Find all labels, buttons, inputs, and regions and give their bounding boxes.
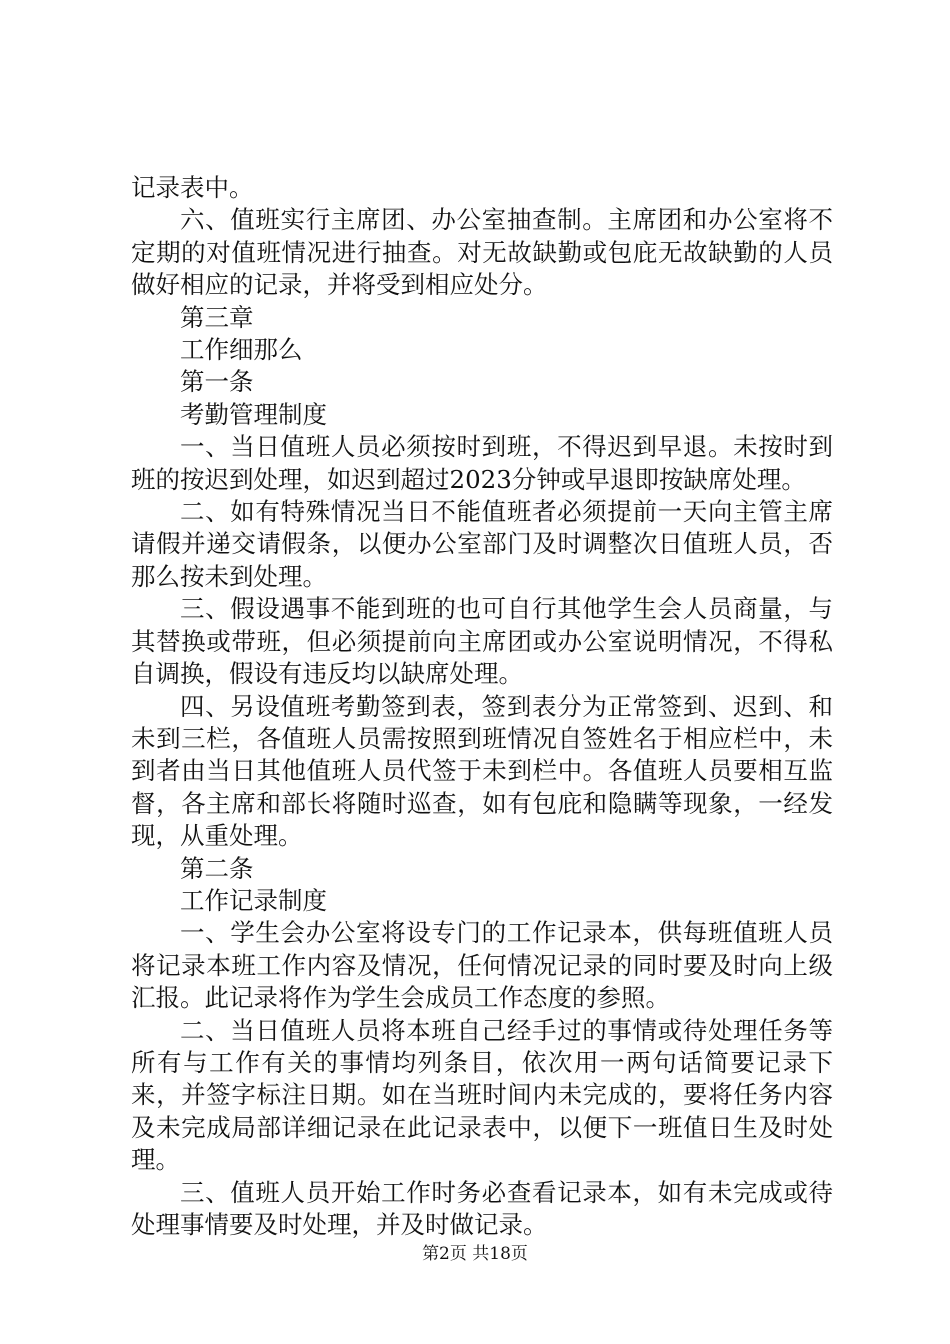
paragraph: 四、另设值班考勤签到表，签到表分为正常签到、迟到、和未到三栏，各值班人员需按照到班情况自签姓名于相应栏中，未到者由当日其他值班人员代签于未到栏中。各值班人员要相互监督，各主席和部长将随时巡查，如有包庇和隐瞒等现象，一经发现，从重处理。 [131, 691, 833, 851]
article-heading: 第二条 [180, 853, 254, 883]
paragraph: 二、如有特殊情况当日不能值班者必须提前一天向主管主席请假并递交请假条，以便办公室部门及时调整次日值班人员，否那么按未到处理。 [131, 497, 833, 591]
paragraph: 二、当日值班人员将本班自己经手过的事情或待处理任务等所有与工作有关的事情均列条目，依次用一两句话简要记录下来，并签字标注日期。如在当班时间内未完成的，要将任务内容及未完成局部详细记录在此记录表中，以便下一班值日生及时处理。 [131, 1015, 833, 1175]
paragraph: 三、假设遇事不能到班的也可自行其他学生会人员商量，与其替换或带班，但必须提前向主席团或办公室说明情况，不得私自调换，假设有违反均以缺席处理。 [131, 594, 833, 689]
article-title: 考勤管理制度 [180, 399, 327, 429]
paragraph: 三、值班人员开始工作时务必查看记录本，如有未完成或待处理事情要及时处理，并及时做记录。 [131, 1177, 833, 1239]
page-number-footer: 第2页 共18页 [422, 1244, 528, 1264]
chapter-title: 工作细那么 [180, 335, 303, 365]
paragraph: 一、学生会办公室将设专门的工作记录本，供每班值班人员将记录本班工作内容及情况，任何情况记录的同时要及时向上级汇报。此记录将作为学生会成员工作态度的参照。 [131, 918, 833, 1013]
paragraph: 六、值班实行主席团、办公室抽查制。主席团和办公室将不定期的对值班情况进行抽查。对无故缺勤或包庇无故缺勤的人员做好相应的记录，并将受到相应处分。 [131, 205, 833, 300]
article-title: 工作记录制度 [180, 885, 327, 915]
article-heading: 第一条 [180, 367, 254, 397]
paragraph: 一、当日值班人员必须按时到班，不得迟到早退。未按时到班的按迟到处理，如迟到超过2023分钟或早退即按缺席处理。 [131, 432, 833, 494]
document-body [131, 172, 833, 1241]
paragraph: 记录表中。 [131, 173, 254, 202]
chapter-heading: 第三章 [180, 302, 254, 332]
